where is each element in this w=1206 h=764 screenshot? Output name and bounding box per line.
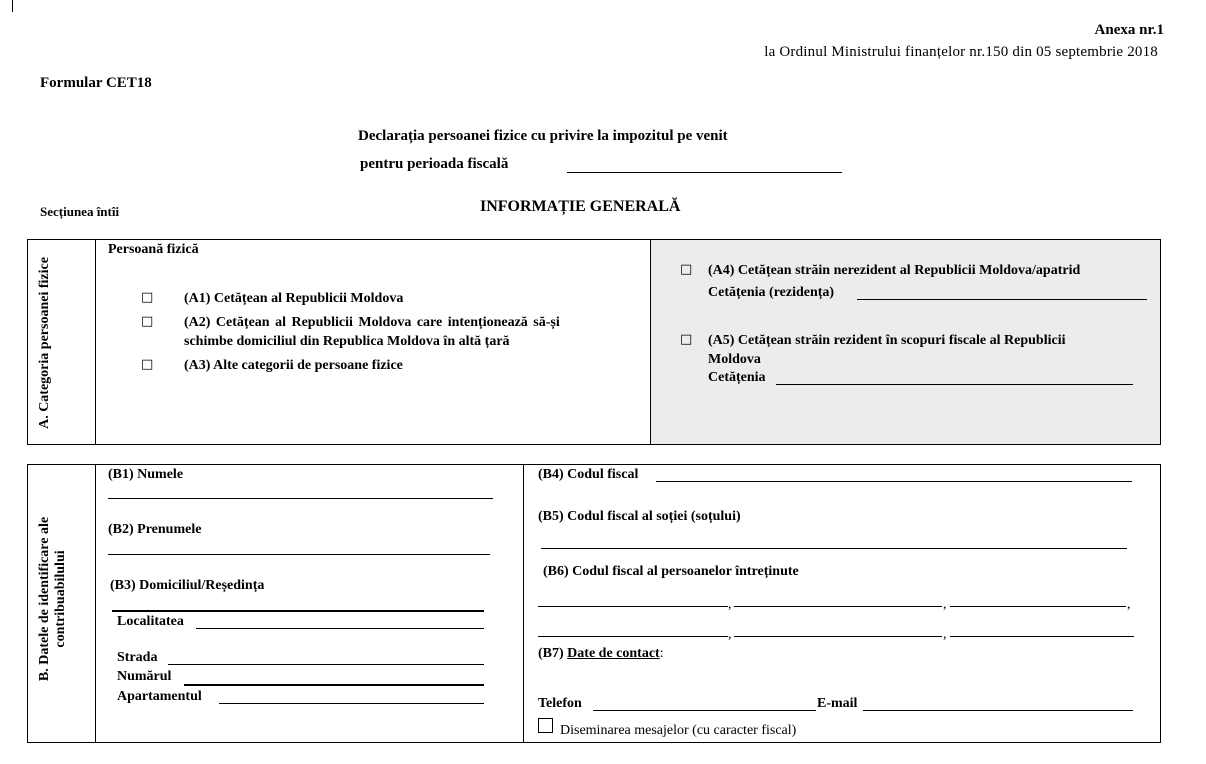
dissemination-checkbox[interactable] [538, 718, 553, 733]
b2-label: (B2) Prenumele [108, 522, 202, 537]
section-label: Secțiunea întîi [40, 204, 120, 219]
comma: , [728, 627, 732, 642]
b5-label: (B5) Codul fiscal al soției (soțului) [538, 509, 741, 524]
strada-field[interactable] [168, 664, 484, 665]
comma: , [943, 597, 947, 612]
b6-code-field-3[interactable] [950, 606, 1126, 607]
b4-fiscal-code-field[interactable] [656, 481, 1132, 482]
a2-label-line1: (A2) Cetățean al Republicii Moldova care intenționează să-și [184, 315, 560, 330]
form-code: Formular CET18 [40, 75, 152, 91]
numarul-label: Numărul [117, 669, 172, 684]
a4-label-line2: Cetățenia (rezidența) [708, 285, 835, 300]
b7-contact-label: Date de contact [567, 646, 660, 661]
section-b-divider [523, 464, 524, 743]
b1-label: (B1) Numele [108, 467, 184, 482]
section-a-subtitle: Persoană fizică [108, 242, 199, 257]
a5-label-line1: (A5) Cetățean străin rezident în scopuri fiscale al Republicii [708, 333, 1066, 348]
section-heading: INFORMAȚIE GENERALĂ [480, 198, 681, 215]
a4-label-line1: (A4) Cetățean străin nerezident al Republicii Moldova/apatrid [708, 263, 1081, 278]
b4-label: (B4) Codul fiscal [538, 467, 639, 482]
a1-label: (A1) Cetățean al Republicii Moldova [184, 291, 404, 306]
b7-colon: : [659, 646, 664, 661]
comma: , [943, 627, 947, 642]
telefon-field[interactable] [593, 710, 816, 711]
apartamentul-label: Apartamentul [117, 689, 202, 704]
b2-firstname-field[interactable] [108, 554, 490, 555]
a1-checkbox[interactable]: □ [141, 290, 154, 305]
annex-number: Anexa nr.1 [1094, 22, 1164, 38]
apartamentul-field[interactable] [219, 703, 484, 704]
b6-label: (B6) Codul fiscal al persoanelor întreținute [543, 564, 799, 579]
b1-name-field[interactable] [108, 498, 493, 499]
order-reference: la Ordinul Ministrului finanțelor nr.150 din 05 septembrie 2018 [764, 44, 1158, 60]
fiscal-period-field[interactable] [567, 172, 842, 173]
b3-address-field[interactable] [112, 610, 484, 612]
a2-label-line2: schimbe domiciliul din Republica Moldova în altă țară [184, 334, 510, 349]
comma: , [1127, 597, 1131, 612]
strada-label: Strada [117, 650, 158, 665]
a3-label: (A3) Alte categorii de persoane fizice [184, 358, 403, 373]
b7-heading [538, 646, 664, 662]
a5-label-line2: Moldova [708, 352, 761, 367]
b5-spouse-code-field[interactable] [541, 548, 1127, 549]
declaration-title: Declarația persoanei fizice cu privire la impozitul pe venit [358, 128, 728, 144]
localitatea-label: Localitatea [117, 614, 184, 629]
b6-code-field-2[interactable] [734, 606, 942, 607]
a2-checkbox[interactable]: □ [141, 314, 154, 329]
section-a-side-label: A. Categoria persoanei fizice [37, 257, 52, 429]
comma: , [728, 597, 732, 612]
dissemination-label: Diseminarea mesajelor (cu caracter fiscal) [560, 723, 797, 738]
b7-prefix: (B7) [538, 646, 564, 661]
a4-checkbox[interactable]: □ [680, 262, 693, 277]
telefon-label: Telefon [538, 696, 582, 711]
b6-code-field-6[interactable] [950, 636, 1134, 637]
section-b-side-label: B. Datele de identificare ale contribuabilului [37, 516, 68, 682]
a4-citizenship-field[interactable] [857, 299, 1147, 300]
b3-label: (B3) Domiciliul/Reședința [110, 578, 265, 593]
a5-label-line3: Cetățenia [708, 370, 766, 385]
a3-checkbox[interactable]: □ [141, 357, 154, 372]
text-cursor [12, 0, 13, 12]
b6-code-field-5[interactable] [734, 636, 942, 637]
numarul-field[interactable] [184, 684, 484, 686]
fiscal-period-label: pentru perioada fiscală [360, 156, 509, 172]
email-label: E-mail [817, 696, 858, 711]
email-field[interactable] [863, 710, 1133, 711]
a5-citizenship-field[interactable] [776, 384, 1133, 385]
localitatea-field[interactable] [196, 628, 484, 629]
b6-code-field-4[interactable] [538, 636, 728, 637]
b6-code-field-1[interactable] [538, 606, 728, 607]
a5-checkbox[interactable]: □ [680, 332, 693, 347]
